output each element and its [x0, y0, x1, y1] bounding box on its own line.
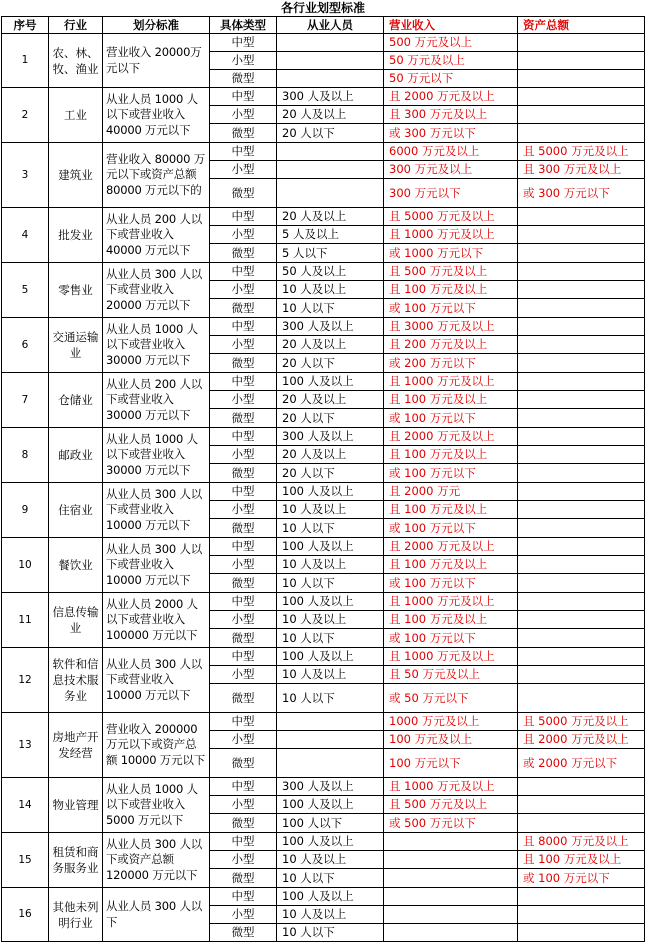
revenue-cell[interactable]: 且 100 万元及以上 [384, 391, 518, 409]
assets-cell[interactable]: 且 2000 万元及以上 [518, 731, 645, 749]
assets-cell[interactable] [518, 593, 645, 611]
table-row [2, 538, 645, 556]
employees-cell[interactable]: 5 人以下 [277, 244, 384, 263]
revenue-cell[interactable]: 或 200 万元以下 [384, 354, 518, 373]
revenue-cell[interactable]: 且 1000 万元及以上 [384, 778, 518, 796]
assets-cell[interactable] [518, 574, 645, 593]
table-row [2, 593, 645, 611]
type-cell[interactable]: 中型 [210, 428, 277, 446]
revenue-cell[interactable]: 且 200 万元及以上 [384, 336, 518, 354]
type-cell[interactable]: 中型 [210, 34, 277, 52]
assets-cell[interactable] [518, 428, 645, 446]
type-cell[interactable]: 小型 [210, 611, 277, 629]
table-row [2, 208, 645, 226]
assets-cell[interactable] [518, 336, 645, 354]
type-cell[interactable]: 微型 [210, 519, 277, 538]
seq-cell[interactable]: 9 [2, 483, 49, 538]
employees-cell[interactable]: 20 人以下 [277, 124, 384, 143]
type-cell[interactable]: 小型 [210, 106, 277, 124]
type-cell[interactable]: 微型 [210, 869, 277, 888]
industry-cell[interactable]: 租赁和商务服务业 [49, 833, 103, 888]
revenue-cell[interactable]: 且 50 万元及以上 [384, 666, 518, 684]
type-cell[interactable]: 小型 [210, 731, 277, 749]
type-cell[interactable]: 微型 [210, 629, 277, 648]
industry-cell[interactable]: 软件和信息技术服务业 [49, 648, 103, 713]
assets-cell[interactable]: 且 5000 万元及以上 [518, 143, 645, 161]
revenue-cell[interactable]: 100 万元及以上 [384, 731, 518, 749]
seq-cell[interactable]: 4 [2, 208, 49, 263]
page-title: 各行业划型标准 [280, 1, 365, 15]
employees-cell[interactable]: 20 人及以上 [277, 391, 384, 409]
employees-cell[interactable] [277, 52, 384, 70]
revenue-cell[interactable]: 50 万元以下 [384, 70, 518, 88]
type-cell[interactable]: 小型 [210, 281, 277, 299]
assets-cell[interactable] [518, 106, 645, 124]
table-row [2, 483, 645, 501]
criteria-cell[interactable]: 从业人员 1000 人以下或营业收入 40000 万元以下 [103, 88, 210, 143]
type-cell[interactable]: 中型 [210, 778, 277, 796]
assets-cell[interactable]: 且 8000 万元及以上 [518, 833, 645, 851]
table-row [2, 143, 645, 161]
type-cell[interactable]: 小型 [210, 226, 277, 244]
type-cell[interactable]: 中型 [210, 208, 277, 226]
employees-cell[interactable]: 20 人及以上 [277, 336, 384, 354]
assets-cell[interactable] [518, 354, 645, 373]
seq-cell[interactable]: 16 [2, 888, 49, 942]
employees-cell[interactable]: 10 人以下 [277, 869, 384, 888]
employees-cell[interactable]: 20 人以下 [277, 409, 384, 428]
assets-cell[interactable]: 且 300 万元及以上 [518, 161, 645, 179]
assets-cell[interactable] [518, 666, 645, 684]
criteria-cell[interactable]: 从业人员 300 人以下 [103, 888, 210, 942]
type-cell[interactable]: 中型 [210, 143, 277, 161]
type-cell[interactable]: 中型 [210, 88, 277, 106]
revenue-cell[interactable]: 且 2000 万元及以上 [384, 88, 518, 106]
employees-cell[interactable] [277, 731, 384, 749]
type-cell[interactable]: 小型 [210, 161, 277, 179]
table-row [2, 713, 645, 731]
table-row [2, 88, 645, 106]
revenue-cell[interactable]: 且 500 万元及以上 [384, 796, 518, 814]
revenue-cell[interactable]: 1000 万元及以上 [384, 713, 518, 731]
table-row [2, 318, 645, 336]
type-cell[interactable]: 微型 [210, 244, 277, 263]
seq-cell[interactable]: 13 [2, 713, 49, 778]
assets-cell[interactable] [518, 538, 645, 556]
type-cell[interactable]: 微型 [210, 124, 277, 143]
table-row [2, 428, 645, 446]
employees-cell[interactable]: 5 人及以上 [277, 226, 384, 244]
employees-cell[interactable]: 10 人以下 [277, 519, 384, 538]
industry-cell[interactable]: 交通运输业 [49, 318, 103, 373]
employees-cell[interactable] [277, 749, 384, 778]
assets-cell[interactable] [518, 244, 645, 263]
assets-cell[interactable] [518, 814, 645, 833]
assets-cell[interactable] [518, 70, 645, 88]
revenue-cell[interactable] [384, 869, 518, 888]
revenue-cell[interactable]: 且 2000 万元及以上 [384, 538, 518, 556]
revenue-cell[interactable] [384, 888, 518, 906]
employees-cell[interactable]: 10 人及以上 [277, 906, 384, 924]
industry-cell[interactable]: 信息传输业 [49, 593, 103, 648]
assets-cell[interactable]: 或 2000 万元以下 [518, 749, 645, 778]
employees-cell[interactable]: 20 人以下 [277, 354, 384, 373]
revenue-cell[interactable] [384, 833, 518, 851]
type-cell[interactable]: 微型 [210, 814, 277, 833]
industry-cell[interactable]: 邮政业 [49, 428, 103, 483]
revenue-cell[interactable]: 且 100 万元及以上 [384, 556, 518, 574]
industry-cell[interactable]: 批发业 [49, 208, 103, 263]
criteria-cell[interactable]: 从业人员 300 人以下或营业收入 10000 万元以下 [103, 538, 210, 593]
criteria-cell[interactable]: 从业人员 300 人以下或营业收入 10000 万元以下 [103, 648, 210, 713]
assets-cell[interactable] [518, 778, 645, 796]
type-cell[interactable]: 中型 [210, 593, 277, 611]
revenue-cell[interactable] [384, 924, 518, 942]
type-cell[interactable]: 微型 [210, 924, 277, 942]
industry-cell[interactable]: 建筑业 [49, 143, 103, 208]
criteria-cell[interactable]: 从业人员 2000 人以下或营业收入 100000 万元以下 [103, 593, 210, 648]
table-row [2, 373, 645, 391]
assets-cell[interactable] [518, 34, 645, 52]
type-cell[interactable]: 微型 [210, 749, 277, 778]
type-cell[interactable]: 中型 [210, 263, 277, 281]
assets-cell[interactable] [518, 318, 645, 336]
employees-cell[interactable] [277, 179, 384, 208]
revenue-cell[interactable]: 或 100 万元以下 [384, 629, 518, 648]
assets-cell[interactable]: 或 300 万元以下 [518, 179, 645, 208]
employees-cell[interactable] [277, 161, 384, 179]
revenue-cell[interactable]: 100 万元以下 [384, 749, 518, 778]
header-cell[interactable]: 具体类型 [210, 17, 277, 34]
assets-cell[interactable] [518, 299, 645, 318]
assets-cell[interactable] [518, 629, 645, 648]
type-cell[interactable]: 微型 [210, 464, 277, 483]
revenue-cell[interactable] [384, 906, 518, 924]
assets-cell[interactable] [518, 52, 645, 70]
assets-cell[interactable] [518, 906, 645, 924]
criteria-cell[interactable]: 从业人员 300 人以下或营业收入 10000 万元以下 [103, 483, 210, 538]
revenue-cell[interactable]: 且 500 万元及以上 [384, 263, 518, 281]
assets-cell[interactable] [518, 88, 645, 106]
header-cell[interactable]: 营业收入 [384, 17, 518, 34]
type-cell[interactable]: 中型 [210, 833, 277, 851]
type-cell[interactable]: 小型 [210, 556, 277, 574]
revenue-cell[interactable]: 或 500 万元以下 [384, 814, 518, 833]
seq-cell[interactable]: 3 [2, 143, 49, 208]
table-row [2, 263, 645, 281]
revenue-cell[interactable]: 且 2000 万元及以上 [384, 428, 518, 446]
revenue-cell[interactable]: 且 1000 万元及以上 [384, 226, 518, 244]
employees-cell[interactable] [277, 70, 384, 88]
employees-cell[interactable]: 10 人以下 [277, 299, 384, 318]
assets-cell[interactable]: 且 5000 万元及以上 [518, 713, 645, 731]
table-row [2, 833, 645, 851]
assets-cell[interactable] [518, 684, 645, 713]
employees-cell[interactable]: 100 人及以上 [277, 483, 384, 501]
revenue-cell[interactable] [384, 851, 518, 869]
assets-cell[interactable] [518, 611, 645, 629]
assets-cell[interactable] [518, 281, 645, 299]
industry-cell[interactable]: 农、林、牧、渔业 [49, 34, 103, 88]
header-cell[interactable]: 行业 [49, 17, 103, 34]
employees-cell[interactable]: 300 人及以上 [277, 428, 384, 446]
criteria-cell[interactable]: 从业人员 200 人以下或营业收入 40000 万元以下 [103, 208, 210, 263]
seq-cell[interactable]: 7 [2, 373, 49, 428]
industry-cell[interactable]: 餐饮业 [49, 538, 103, 593]
seq-cell[interactable]: 15 [2, 833, 49, 888]
assets-cell[interactable] [518, 391, 645, 409]
revenue-cell[interactable]: 6000 万元及以上 [384, 143, 518, 161]
revenue-cell[interactable]: 或 1000 万元以下 [384, 244, 518, 263]
table-row [2, 648, 645, 666]
revenue-cell[interactable]: 且 100 万元及以上 [384, 446, 518, 464]
employees-cell[interactable]: 300 人及以上 [277, 778, 384, 796]
industry-cell[interactable]: 零售业 [49, 263, 103, 318]
revenue-cell[interactable]: 且 2000 万元 [384, 483, 518, 501]
seq-cell[interactable]: 10 [2, 538, 49, 593]
type-cell[interactable]: 中型 [210, 373, 277, 391]
type-cell[interactable]: 小型 [210, 501, 277, 519]
industry-cell[interactable]: 房地产开发经营 [49, 713, 103, 778]
employees-cell[interactable]: 100 人及以上 [277, 888, 384, 906]
employees-cell[interactable]: 100 人以下 [277, 814, 384, 833]
employees-cell[interactable]: 100 人及以上 [277, 538, 384, 556]
employees-cell[interactable]: 300 人及以上 [277, 88, 384, 106]
revenue-cell[interactable]: 或 100 万元以下 [384, 574, 518, 593]
revenue-cell[interactable]: 或 100 万元以下 [384, 299, 518, 318]
criteria-cell[interactable]: 从业人员 300 人以下或营业收入 20000 万元以下 [103, 263, 210, 318]
type-cell[interactable]: 中型 [210, 713, 277, 731]
type-cell[interactable]: 小型 [210, 666, 277, 684]
type-cell[interactable]: 微型 [210, 179, 277, 208]
revenue-cell[interactable]: 且 1000 万元及以上 [384, 593, 518, 611]
criteria-cell[interactable]: 营业收入 80000 万元以下或资产总额 80000 万元以下的 [103, 143, 210, 208]
employees-cell[interactable]: 100 人及以上 [277, 373, 384, 391]
revenue-cell[interactable]: 且 1000 万元及以上 [384, 373, 518, 391]
employees-cell[interactable]: 50 人及以上 [277, 263, 384, 281]
seq-cell[interactable]: 12 [2, 648, 49, 713]
type-cell[interactable]: 小型 [210, 796, 277, 814]
employees-cell[interactable]: 300 人及以上 [277, 318, 384, 336]
assets-cell[interactable] [518, 519, 645, 538]
revenue-cell[interactable]: 或 100 万元以下 [384, 464, 518, 483]
revenue-cell[interactable]: 50 万元及以上 [384, 52, 518, 70]
assets-cell[interactable] [518, 373, 645, 391]
employees-cell[interactable]: 10 人及以上 [277, 666, 384, 684]
revenue-cell[interactable]: 且 100 万元及以上 [384, 281, 518, 299]
type-cell[interactable]: 中型 [210, 483, 277, 501]
criteria-cell[interactable]: 从业人员 200 人以下或营业收入 30000 万元以下 [103, 373, 210, 428]
seq-cell[interactable]: 6 [2, 318, 49, 373]
criteria-cell[interactable]: 从业人员 1000 人以下或营业收入 5000 万元以下 [103, 778, 210, 833]
employees-cell[interactable]: 100 人及以上 [277, 796, 384, 814]
revenue-cell[interactable]: 且 100 万元及以上 [384, 611, 518, 629]
table-row [2, 888, 645, 906]
employees-cell[interactable]: 10 人以下 [277, 924, 384, 942]
type-cell[interactable]: 中型 [210, 648, 277, 666]
industry-cell[interactable]: 住宿业 [49, 483, 103, 538]
type-cell[interactable]: 微型 [210, 70, 277, 88]
assets-cell[interactable] [518, 483, 645, 501]
assets-cell[interactable] [518, 226, 645, 244]
employees-cell[interactable]: 10 人及以上 [277, 556, 384, 574]
assets-cell[interactable] [518, 446, 645, 464]
revenue-cell[interactable]: 且 1000 万元及以上 [384, 648, 518, 666]
assets-cell[interactable] [518, 924, 645, 942]
type-cell[interactable]: 小型 [210, 336, 277, 354]
employees-cell[interactable]: 100 人及以上 [277, 593, 384, 611]
assets-cell[interactable] [518, 263, 645, 281]
type-cell[interactable]: 微型 [210, 409, 277, 428]
assets-cell[interactable] [518, 124, 645, 143]
criteria-cell[interactable]: 从业人员 300 人以下或资产总额 120000 万元以下 [103, 833, 210, 888]
type-cell[interactable]: 微型 [210, 299, 277, 318]
employees-cell[interactable]: 10 人以下 [277, 684, 384, 713]
assets-cell[interactable] [518, 556, 645, 574]
seq-cell[interactable]: 8 [2, 428, 49, 483]
revenue-cell[interactable]: 500 万元及以上 [384, 34, 518, 52]
revenue-cell[interactable]: 300 万元以下 [384, 179, 518, 208]
assets-cell[interactable] [518, 796, 645, 814]
table-row [2, 34, 645, 52]
seq-cell[interactable]: 11 [2, 593, 49, 648]
employees-cell[interactable] [277, 713, 384, 731]
employees-cell[interactable]: 10 人及以上 [277, 501, 384, 519]
header-row [2, 17, 645, 34]
employees-cell[interactable]: 10 人及以上 [277, 851, 384, 869]
type-cell[interactable]: 小型 [210, 906, 277, 924]
industry-cell[interactable]: 物业管理 [49, 778, 103, 833]
seq-cell[interactable]: 2 [2, 88, 49, 143]
type-cell[interactable]: 中型 [210, 538, 277, 556]
type-cell[interactable]: 中型 [210, 318, 277, 336]
assets-cell[interactable]: 或 100 万元以下 [518, 869, 645, 888]
employees-cell[interactable]: 20 人及以上 [277, 106, 384, 124]
assets-cell[interactable]: 且 100 万元及以上 [518, 851, 645, 869]
type-cell[interactable]: 微型 [210, 684, 277, 713]
revenue-cell[interactable]: 或 100 万元以下 [384, 409, 518, 428]
employees-cell[interactable]: 100 人及以上 [277, 648, 384, 666]
employees-cell[interactable]: 20 人以下 [277, 464, 384, 483]
header-cell[interactable]: 序号 [2, 17, 49, 34]
employees-cell[interactable]: 100 人及以上 [277, 833, 384, 851]
revenue-cell[interactable]: 或 300 万元以下 [384, 124, 518, 143]
seq-cell[interactable]: 5 [2, 263, 49, 318]
type-cell[interactable]: 微型 [210, 354, 277, 373]
employees-cell[interactable]: 20 人及以上 [277, 208, 384, 226]
revenue-cell[interactable]: 或 100 万元以下 [384, 519, 518, 538]
table-row [2, 778, 645, 796]
header-cell[interactable]: 资产总额 [518, 17, 645, 34]
employees-cell[interactable]: 10 人以下 [277, 574, 384, 593]
assets-cell[interactable] [518, 409, 645, 428]
revenue-cell[interactable]: 300 万元及以上 [384, 161, 518, 179]
seq-cell[interactable]: 1 [2, 34, 49, 88]
type-cell[interactable]: 小型 [210, 851, 277, 869]
revenue-cell[interactable]: 且 100 万元及以上 [384, 501, 518, 519]
assets-cell[interactable] [518, 501, 645, 519]
assets-cell[interactable] [518, 464, 645, 483]
seq-cell[interactable]: 14 [2, 778, 49, 833]
header-cell[interactable]: 从业人员 [277, 17, 384, 34]
revenue-cell[interactable]: 或 50 万元以下 [384, 684, 518, 713]
type-cell[interactable]: 小型 [210, 52, 277, 70]
employees-cell[interactable] [277, 34, 384, 52]
type-cell[interactable]: 小型 [210, 391, 277, 409]
type-cell[interactable]: 微型 [210, 574, 277, 593]
classification-table [1, 16, 645, 942]
employees-cell[interactable] [277, 143, 384, 161]
employees-cell[interactable]: 10 人以下 [277, 629, 384, 648]
industry-cell[interactable]: 工业 [49, 88, 103, 143]
employees-cell[interactable]: 10 人及以上 [277, 281, 384, 299]
employees-cell[interactable]: 10 人及以上 [277, 611, 384, 629]
type-cell[interactable]: 中型 [210, 888, 277, 906]
criteria-cell[interactable]: 营业收入 200000 万元以下或资产总额 10000 万元以下 [103, 713, 210, 778]
employees-cell[interactable]: 20 人及以上 [277, 446, 384, 464]
revenue-cell[interactable]: 且 300 万元及以上 [384, 106, 518, 124]
assets-cell[interactable] [518, 888, 645, 906]
type-cell[interactable]: 小型 [210, 446, 277, 464]
table-body [2, 34, 645, 942]
revenue-cell[interactable]: 且 3000 万元及以上 [384, 318, 518, 336]
industry-cell[interactable]: 仓储业 [49, 373, 103, 428]
header-cell[interactable]: 划分标准 [103, 17, 210, 34]
criteria-cell[interactable]: 从业人员 1000 人以下或营业收入 30000 万元以下 [103, 318, 210, 373]
criteria-cell[interactable]: 营业收入 20000万元以下 [103, 34, 210, 88]
revenue-cell[interactable]: 且 5000 万元及以上 [384, 208, 518, 226]
industry-cell[interactable]: 其他未列明行业 [49, 888, 103, 942]
assets-cell[interactable] [518, 208, 645, 226]
criteria-cell[interactable]: 从业人员 1000 人以下或营业收入 30000 万元以下 [103, 428, 210, 483]
assets-cell[interactable] [518, 648, 645, 666]
